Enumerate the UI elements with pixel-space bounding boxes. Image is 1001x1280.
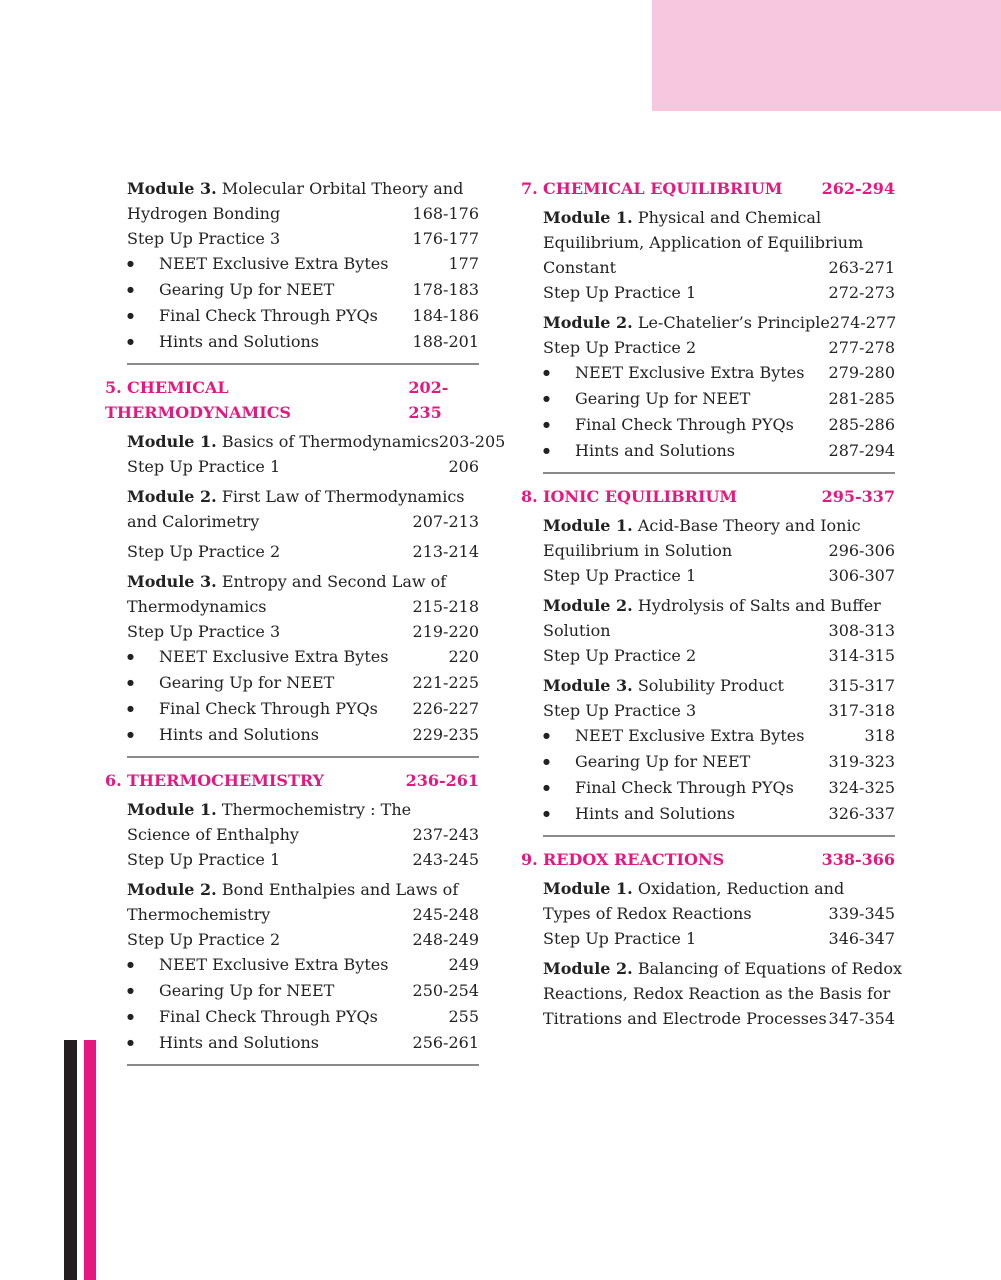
- list-item: ● Hints and Solutions 256-261: [105, 1030, 479, 1056]
- module-entry: Module 3. Solubility Product 315-317: [543, 676, 895, 695]
- module-entry: Module 1. Acid-Base Theory and Ionic Equilibrium in Solution 296-306: [543, 516, 895, 560]
- list-item: ● Final Check Through PYQs 255: [105, 1004, 479, 1030]
- module-entry: Module 2. First Law of Thermodynamics and Calorimetry 207-213: [127, 487, 479, 531]
- list-item: ● Hints and Solutions 287-294: [521, 438, 895, 464]
- list-item: ● Final Check Through PYQs 184-186: [105, 303, 479, 329]
- list-item: ● Gearing Up for NEET 221-225: [105, 670, 479, 696]
- list-item: ● NEET Exclusive Extra Bytes 318: [521, 723, 895, 749]
- divider: [127, 363, 479, 365]
- step-up-practice: Step Up Practice 2 314-315: [543, 646, 895, 665]
- divider: [127, 1064, 479, 1066]
- step-up-practice: Step Up Practice 3 219-220: [127, 622, 479, 641]
- step-up-practice: Step Up Practice 1 272-273: [543, 283, 895, 302]
- list-item: ● Hints and Solutions 229-235: [105, 722, 479, 748]
- step-up-practice: Step Up Practice 2 277-278: [543, 338, 895, 357]
- module-entry: Module 2. Hydrolysis of Salts and Buffer Solution 308-313: [543, 596, 895, 640]
- chapter-heading: 9. REDOX REACTIONS 338-366: [521, 850, 895, 869]
- module-entry: Module 2. Le-Chatelier’s Principle 274-277: [543, 313, 897, 332]
- chapter-heading: 7. CHEMICAL EQUILIBRIUM 262-294: [521, 179, 895, 198]
- step-up-practice: Step Up Practice 3 176-177: [127, 229, 479, 248]
- step-up-practice: Step Up Practice 1 206: [127, 457, 479, 476]
- list-item: ● NEET Exclusive Extra Bytes 279-280: [521, 360, 895, 386]
- list-item: ● Final Check Through PYQs 285-286: [521, 412, 895, 438]
- list-item: ● Final Check Through PYQs 324-325: [521, 775, 895, 801]
- module-entry: Module 3. Entropy and Second Law of Thermodynamics 215-218: [127, 572, 479, 616]
- step-up-practice: Step Up Practice 1 346-347: [543, 929, 895, 948]
- list-item: ● NEET Exclusive Extra Bytes 177: [105, 251, 479, 277]
- side-bar-black: [64, 1040, 77, 1280]
- divider: [543, 472, 895, 474]
- list-item: ● Final Check Through PYQs 226-227: [105, 696, 479, 722]
- toc-right-column: [521, 176, 903, 1031]
- chapter-heading: 6. THERMOCHEMISTRY 236-261: [105, 771, 479, 790]
- chapter-heading: 8. IONIC EQUILIBRIUM 295-337: [521, 487, 895, 506]
- module-entry: Module 2. Bond Enthalpies and Laws of Thermochemistry 245-248: [127, 880, 479, 924]
- list-item: ● Gearing Up for NEET 250-254: [105, 978, 479, 1004]
- toc-left-column: [105, 176, 506, 1076]
- side-bar-pink: [84, 1040, 96, 1280]
- module-entry: Module 1. Basics of Thermodynamics 203-205: [127, 432, 506, 451]
- list-item: ● Gearing Up for NEET 319-323: [521, 749, 895, 775]
- step-up-practice: Step Up Practice 3 317-318: [543, 701, 895, 720]
- list-item: ● NEET Exclusive Extra Bytes 249: [105, 952, 479, 978]
- list-item: ● Gearing Up for NEET 281-285: [521, 386, 895, 412]
- step-up-practice: Step Up Practice 2 213-214: [127, 542, 479, 561]
- list-item: ● NEET Exclusive Extra Bytes 220: [105, 644, 479, 670]
- divider: [543, 835, 895, 837]
- step-up-practice: Step Up Practice 1 243-245: [127, 850, 479, 869]
- list-item: ● Gearing Up for NEET 178-183: [105, 277, 479, 303]
- corner-decoration: [652, 0, 1001, 111]
- module-entry: Module 1. Physical and Chemical Equilibrium, Application of Equilibrium Constant 263-271: [543, 208, 895, 277]
- module-entry: Module 1. Oxidation, Reduction and Types of Redox Reactions 339-345: [543, 879, 895, 923]
- module-entry: Module 2. Balancing of Equations of Redox Reactions, Redox Reaction as the Basis for Titrations and Electrode Processes 347-354: [543, 959, 903, 1028]
- list-item: ● Hints and Solutions 326-337: [521, 801, 895, 827]
- divider: [127, 756, 479, 758]
- module-entry: Module 1. Thermochemistry : The Science of Enthalphy 237-243: [127, 800, 479, 844]
- chapter-heading: 5. CHEMICAL THERMODYNAMICS 202-235: [105, 378, 449, 422]
- module-entry: Module 3. Molecular Orbital Theory and Hydrogen Bonding 168-176: [127, 179, 479, 223]
- step-up-practice: Step Up Practice 1 306-307: [543, 566, 895, 585]
- list-item: ● Hints and Solutions 188-201: [105, 329, 479, 355]
- step-up-practice: Step Up Practice 2 248-249: [127, 930, 479, 949]
